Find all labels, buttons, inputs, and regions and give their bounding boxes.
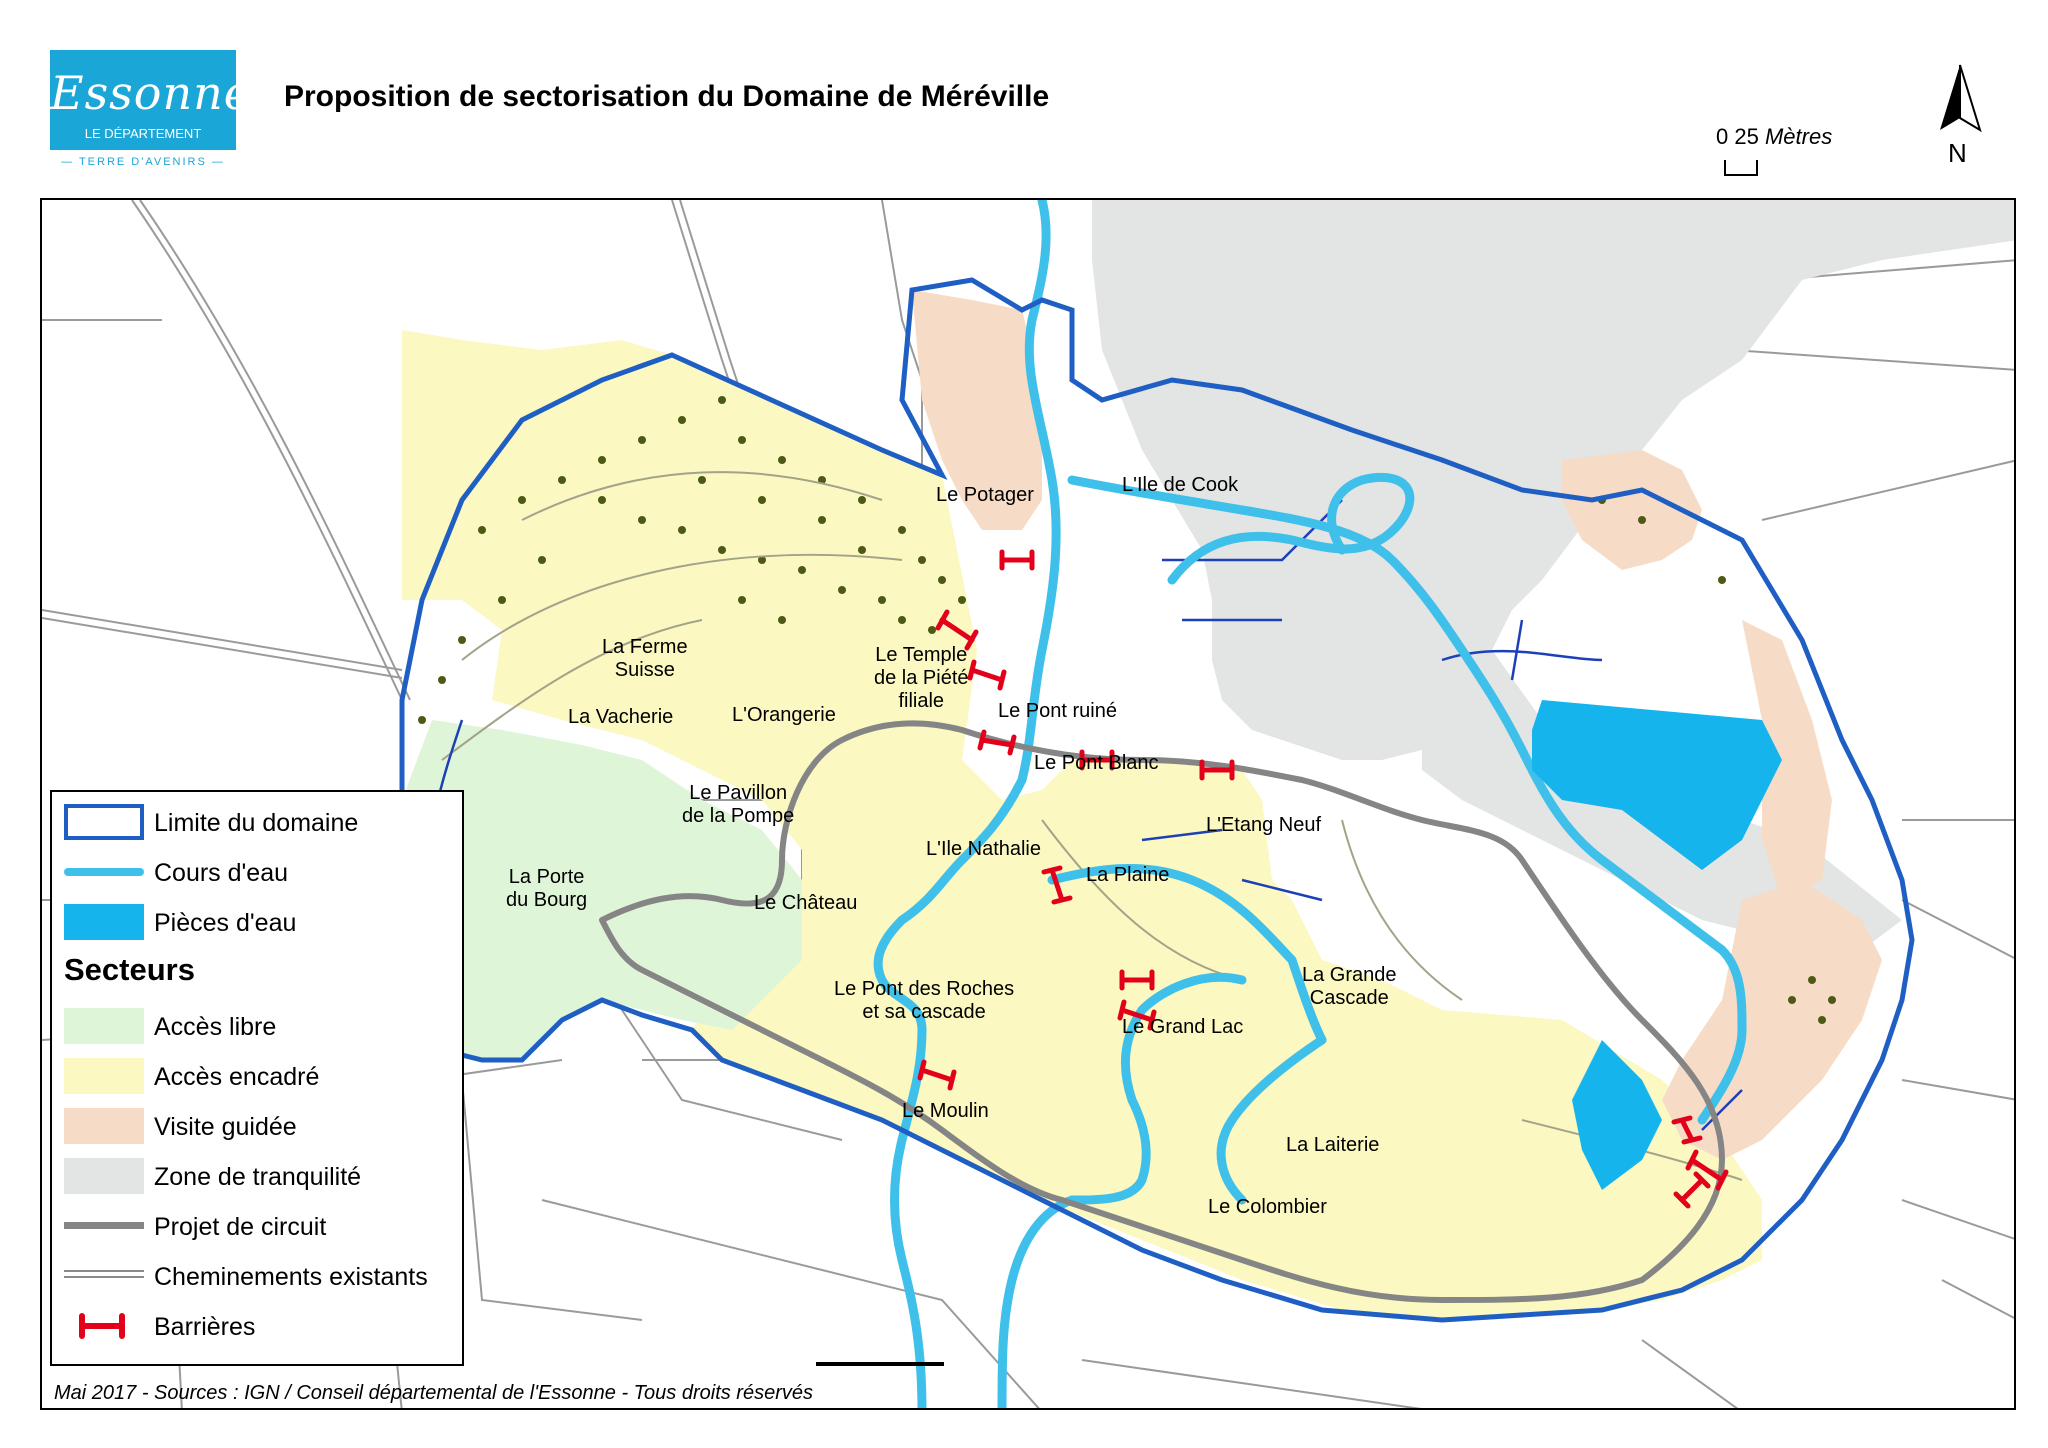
label-roches-line1: Le Pont des Roches [834,978,1015,1000]
legend-row-circuit [52,1204,462,1246]
circuit-swatch [64,1222,144,1229]
label-ferme-suisse [602,636,688,682]
legend-row-barrier [52,1304,462,1346]
legend-row-guidee [52,1104,462,1146]
legend-row-encadre [52,1054,462,1096]
label-temple-line3: filiale [898,690,945,712]
essonne-logo [50,50,252,150]
footer-credits: Mai 2017 - Sources : IGN / Conseil départemental de l'Essonne - Tous droits réservés [54,1382,813,1404]
label-pavillon-line1: Le Pavillon [689,782,788,804]
legend-label: Accès libre [154,1013,277,1041]
label-etang-neuf: L'Etang Neuf [1206,814,1322,836]
legend-label: Zone de tranquilité [154,1163,362,1191]
label-colombier: Le Colombier [1208,1196,1327,1218]
label-temple [874,644,969,713]
label-pavillon [682,782,794,828]
label-temple-line2: de la Piété [874,667,969,689]
legend-label: Cheminements existants [154,1263,428,1291]
label-orangerie: L'Orangerie [732,704,836,726]
legend-row-pond [52,900,462,942]
label-cascade-line1: La Grande [1302,964,1397,986]
label-pont-ruine: Le Pont ruiné [998,700,1117,722]
label-ferme-line1: La Ferme [602,636,688,658]
label-porte-line1: La Porte [508,866,585,888]
legend-label: Projet de circuit [154,1213,327,1241]
pond-swatch [64,904,144,940]
legend-sectors-title: Secteurs [64,952,195,987]
label-cascade-line2: Cascade [1309,987,1389,1009]
label-ile-cook: L'Ile de Cook [1122,474,1239,496]
logo-tagline: — TERRE D'AVENIRS — [61,156,225,168]
label-pont-blanc: Le Pont Blanc [1034,752,1159,774]
legend-label: Visite guidée [154,1113,297,1141]
label-plaine: La Plaine [1086,864,1170,886]
label-vacherie: La Vacherie [568,706,674,728]
label-porte-line2: du Bourg [506,889,588,911]
scale-value: 25 [1734,124,1759,149]
map-title: Proposition de sectorisation du Domaine de Méréville [284,80,1050,113]
legend-row-boundary [52,800,462,842]
label-pont-roches [834,978,1014,1024]
legend-label: Limite du domaine [154,809,359,837]
label-ile-nathalie: L'Ile Nathalie [926,838,1041,860]
legend-label: Cours d'eau [154,859,289,887]
north-label: N [1948,138,1967,168]
tranquility-swatch [64,1158,144,1194]
scale-bar [1724,160,1758,176]
legend-panel [50,790,464,1366]
label-chateau: Le Château [754,892,858,914]
boundary-swatch [64,804,144,840]
libre-swatch [64,1008,144,1044]
guidee-swatch [64,1108,144,1144]
logo-brand: Essonne [50,66,252,120]
river-swatch [64,868,144,876]
label-potager: Le Potager [936,484,1034,506]
label-laiterie: La Laiterie [1286,1134,1380,1156]
label-temple-line1: Le Temple [875,644,968,666]
legend-label: Accès encadré [154,1063,320,1091]
barrier-icon [72,1308,132,1344]
legend-row-river [52,850,462,892]
label-pavillon-line2: de la Pompe [682,805,795,827]
label-ferme-line2: Suisse [614,659,675,681]
label-porte-bourg [506,866,587,912]
legend-label: Pièces d'eau [154,909,297,937]
legend-label: Barrières [154,1313,256,1341]
label-grand-lac: Le Grand Lac [1122,1016,1244,1038]
scale-zero: 0 [1716,124,1729,149]
scale-unit: Mètres [1764,124,1833,149]
encadre-swatch [64,1058,144,1094]
logo-department: LE DÉPARTEMENT [84,126,202,141]
paths-swatch [64,1270,144,1278]
label-moulin: Le Moulin [902,1100,989,1122]
legend-row-tranquility [52,1154,462,1196]
legend-row-libre [52,1004,462,1046]
label-grande-cascade [1302,964,1397,1010]
sector-guidee-cascade [1662,880,1882,1160]
label-roches-line2: et sa cascade [862,1001,986,1023]
scale-label [1716,124,1832,150]
legend-row-paths [52,1254,462,1296]
